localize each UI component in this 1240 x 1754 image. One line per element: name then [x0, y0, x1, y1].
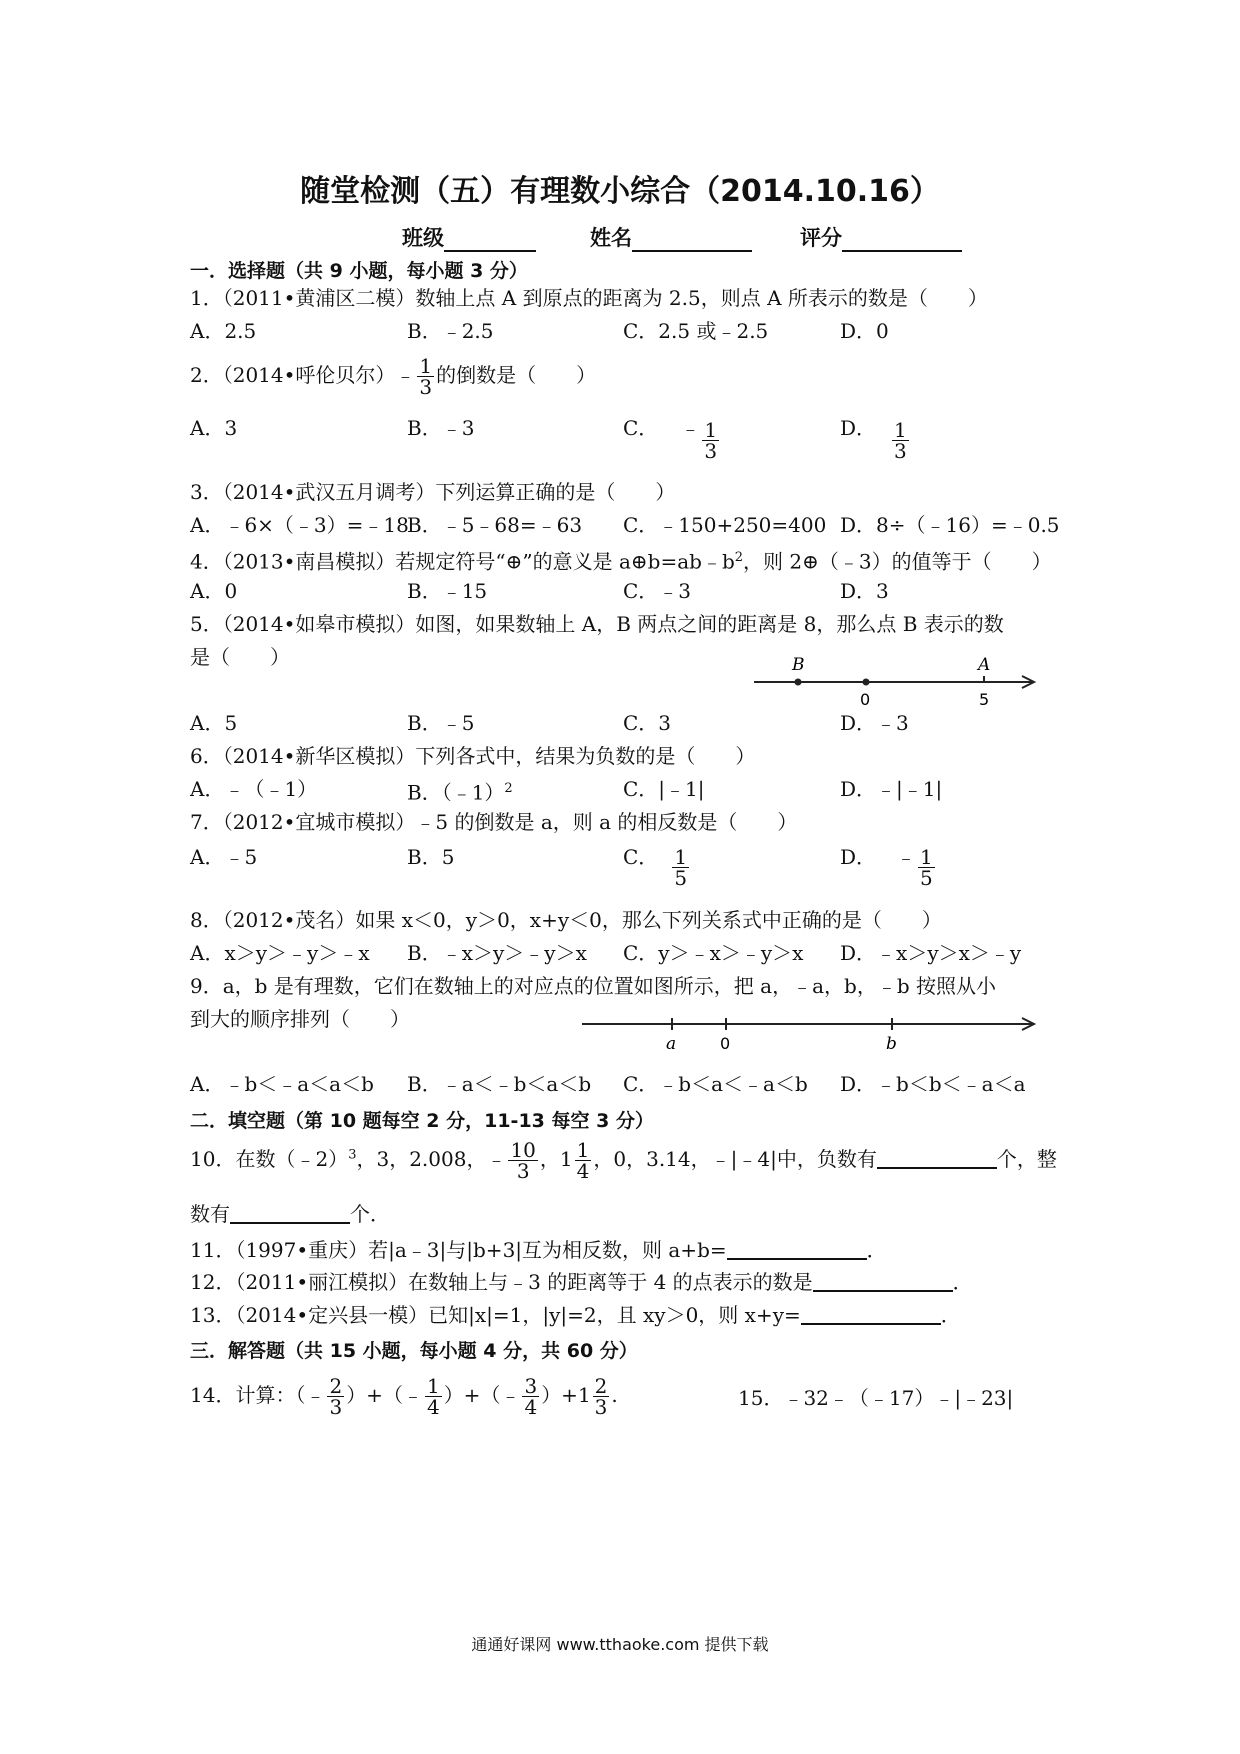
q9-option-a[interactable]: A．﹣b＜﹣a＜a＜b	[190, 1072, 374, 1096]
class-field	[402, 222, 536, 252]
q6-option-c[interactable]: C．|﹣1|	[623, 777, 705, 801]
section-solve-heading: 三．解答题（共 15 小题，每小题 4 分，共 60 分）	[190, 1340, 638, 1362]
q7-option-a[interactable]: A．﹣5	[190, 845, 258, 869]
score-label: 评分	[800, 226, 842, 250]
q9-label-a: a	[666, 1034, 677, 1054]
q6-stem: 6．（2014•新华区模拟）下列各式中，结果为负数的是（ ）	[190, 744, 756, 768]
q5-label-0: 0	[860, 690, 871, 709]
q4-option-d[interactable]: D．3	[840, 579, 889, 603]
q1-option-a[interactable]: A．2.5	[190, 319, 257, 343]
q4-stem: 4．（2013•南昌模拟）若规定符号“⊕”的意义是 $a\oplus b=ab﹣b^2$，则 2⊕（﹣3）的值等于（ ）	[190, 549, 1052, 574]
q2-option-b[interactable]: B．﹣3	[407, 416, 475, 440]
q7-option-b[interactable]: B．5	[407, 845, 455, 869]
q3-stem: 3．（2014•武汉五月调考）下列运算正确的是（ ）	[190, 480, 676, 504]
q9-option-b[interactable]: B．﹣a＜﹣b＜a＜b	[407, 1072, 592, 1096]
q8-option-a[interactable]: A．x＞y＞﹣y＞﹣x	[190, 941, 370, 965]
q8-option-c[interactable]: C．y＞﹣x＞﹣y＞x	[623, 941, 804, 965]
q5-option-c[interactable]: C．3	[623, 711, 672, 735]
q5-point-b	[795, 679, 802, 686]
q7-option-d[interactable]: D． ﹣ $\frac{1}{5}$	[840, 845, 933, 890]
q2-option-c[interactable]: C． ﹣ $\frac{1}{3}$	[623, 416, 718, 463]
score-field	[800, 222, 962, 252]
q3-option-d[interactable]: D．8÷（﹣16）=﹣0.5	[840, 513, 1060, 537]
q9-number-line	[580, 1006, 1040, 1056]
q1-option-d[interactable]: D．0	[840, 319, 889, 343]
q3-option-c[interactable]: C．﹣150+250=400	[623, 513, 827, 537]
q14-expression: 14．计算：（﹣ $\frac{2}{3}$ ）+（﹣ $\frac{1}{4}$ ）+（﹣ $\frac{3}{4}$ ）+1 $\frac{2}{3}$ .	[190, 1374, 618, 1419]
q12-blank[interactable]	[813, 1276, 953, 1292]
q6-option-d[interactable]: D．﹣|﹣1|	[840, 777, 943, 801]
q5-label-a: A	[978, 655, 991, 675]
q11-blank[interactable]	[727, 1244, 867, 1260]
q9-stem-line1: 9．a，b 是有理数，它们在数轴上的对应点的位置如图所示，把 a，﹣a，b，﹣b 按照从小	[190, 974, 996, 998]
name-blank[interactable]	[632, 230, 752, 252]
q13-blank[interactable]	[801, 1309, 941, 1325]
q2-stem: 2．（2014•呼伦贝尔）﹣ $\frac{1}{3}$ 的倒数是（ ）	[190, 354, 597, 399]
name-label: 姓名	[590, 226, 632, 250]
q5-point-origin	[863, 679, 870, 686]
q10-blank-2[interactable]	[230, 1208, 350, 1224]
q10-blank-1[interactable]	[877, 1153, 997, 1169]
q1-option-b[interactable]: B．﹣2.5	[407, 319, 494, 343]
q12-stem: 12．（2011•丽江模拟）在数轴上与﹣3 的距离等于 4 的点表示的数是 ．	[190, 1270, 973, 1294]
q8-stem: 8．（2012•茂名）如果 x＜0，y＞0，x+y＜0，那么下列关系式中正确的是（ ）	[190, 908, 942, 932]
q8-option-b[interactable]: B．﹣x＞y＞﹣y＞x	[407, 941, 587, 965]
q5-option-b[interactable]: B．﹣5	[407, 711, 475, 735]
q15-expression: 15．﹣32﹣（﹣17）﹣|﹣23|	[738, 1386, 1014, 1410]
q10-line1: 10．在数（﹣2）$^3$，3，2.008，﹣ $\frac{10}{3}$ ，1 $\frac{1}{4}$ ，0，3.14，﹣|﹣4|中，负数有 个，整	[190, 1138, 1057, 1183]
q1-option-c[interactable]: C．2.5 或﹣2.5	[623, 319, 769, 343]
name-field	[590, 222, 752, 252]
q6-option-a[interactable]: A．﹣（﹣1）	[190, 777, 318, 801]
footer-credit: 通通好课网 www.tthaoke.com 提供下载	[471, 1635, 769, 1654]
q5-label-5: 5	[979, 690, 990, 709]
q9-label-b: b	[886, 1034, 897, 1054]
q5-option-d[interactable]: D．﹣3	[840, 711, 909, 735]
q9-label-0: 0	[720, 1034, 731, 1053]
q8-option-d[interactable]: D．﹣x＞y＞x＞﹣y	[840, 941, 1022, 965]
q4-option-b[interactable]: B．﹣15	[407, 579, 488, 603]
q2-fraction: $\frac{1}{3}$	[419, 354, 433, 399]
q3-option-a[interactable]: A．﹣6×（﹣3）=﹣18	[190, 513, 409, 537]
q5-label-b: B	[792, 655, 805, 675]
q3-option-b[interactable]: B．﹣5﹣68=﹣63	[407, 513, 583, 537]
q11-stem: 11．（1997•重庆）若|a﹣3|与|b+3|互为相反数，则 a+b= ．	[190, 1238, 887, 1262]
section-fill-heading: 二．填空题（第 10 题每空 2 分，11-13 每空 3 分）	[190, 1110, 654, 1132]
q13-stem: 13．（2014•定兴县一模）已知|x|=1，|y|=2，且 xy＞0，则 x+y= ．	[190, 1303, 961, 1327]
q5-number-line	[750, 650, 1040, 710]
q2-option-d[interactable]: D． $\frac{1}{3}$	[840, 416, 907, 463]
q9-option-d[interactable]: D．﹣b＜b＜﹣a＜a	[840, 1072, 1026, 1096]
q2-option-a[interactable]: A．3	[190, 416, 238, 440]
q5-stem-line2: 是（ ）	[190, 645, 290, 669]
q7-stem: 7．（2012•宜城市模拟）﹣5 的倒数是 a，则 a 的相反数是（ ）	[190, 810, 798, 834]
q6-option-b[interactable]: B．（﹣1）$^2$	[407, 780, 513, 805]
page-title: 随堂检测（五）有理数小综合（2014.10.16）	[300, 174, 940, 209]
class-blank[interactable]	[444, 230, 536, 252]
q1-stem: 1．（2011•黄浦区二模）数轴上点 A 到原点的距离为 2.5，则点 A 所表示的数是（ ）	[190, 286, 988, 310]
q7-option-c[interactable]: C． $\frac{1}{5}$	[623, 845, 688, 890]
q10-line2: 数有 个．	[190, 1202, 390, 1226]
q4-option-a[interactable]: A．0	[190, 579, 238, 603]
q5-option-a[interactable]: A．5	[190, 711, 238, 735]
q4-option-c[interactable]: C．﹣3	[623, 579, 692, 603]
score-blank[interactable]	[842, 230, 962, 252]
q5-stem-line1: 5．（2014•如皋市模拟）如图，如果数轴上 A，B 两点之间的距离是 8，那么点 B 表示的数	[190, 612, 1004, 636]
class-label: 班级	[402, 226, 444, 250]
q9-option-c[interactable]: C．﹣b＜a＜﹣a＜b	[623, 1072, 808, 1096]
section-choice-heading: 一．选择题（共 9 小题，每小题 3 分）	[190, 260, 528, 282]
q9-stem-line2: 到大的顺序排列（ ）	[190, 1007, 410, 1031]
